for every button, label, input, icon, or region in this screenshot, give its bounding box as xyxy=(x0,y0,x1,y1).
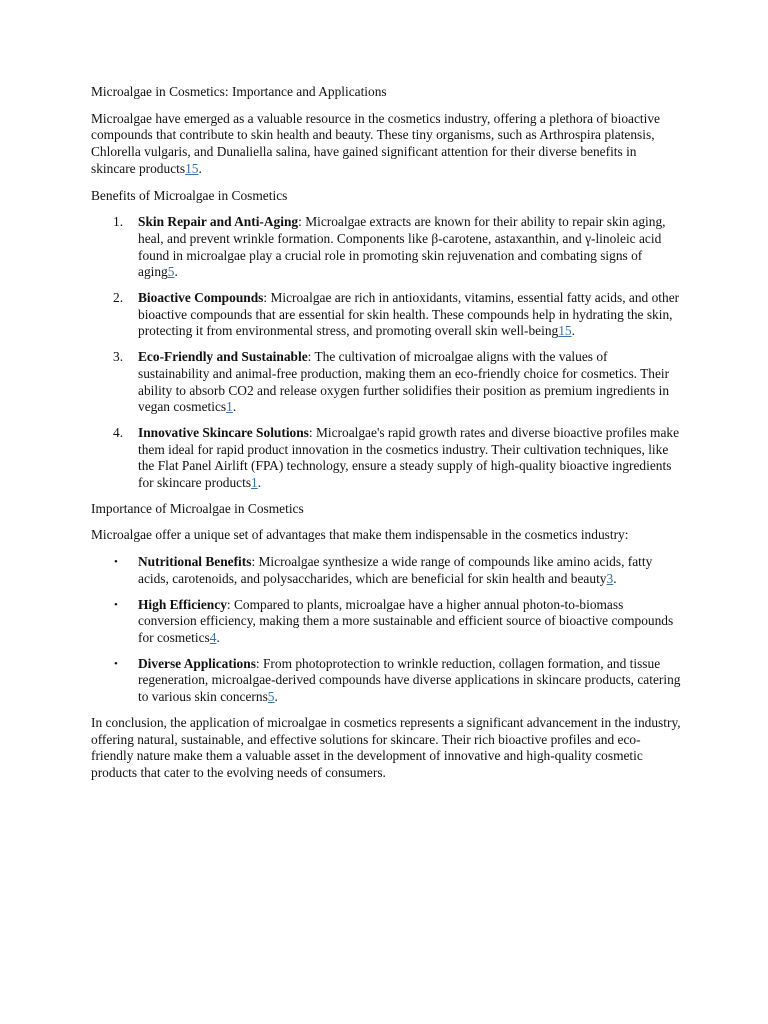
sentence-end: . xyxy=(174,264,178,280)
citation-link[interactable]: 15 xyxy=(185,160,199,176)
list-item xyxy=(91,656,681,706)
sentence-end: . xyxy=(232,399,237,415)
sentence-end: . xyxy=(198,160,202,176)
sentence-end: . xyxy=(274,689,278,705)
list-item xyxy=(91,597,681,647)
importance-heading: Importance of Microalgae in Cosmetics xyxy=(91,500,304,516)
list-number: 1. xyxy=(113,214,124,230)
item-text: : The cultivation of microalgae aligns with the values of sustainability and animal-free production, making them an eco-friendly choice for cosmetics. Their ability to absorb CO2 and release oxygen further solidifies their position as premium ingredients in vegan cosmetics xyxy=(138,349,670,415)
list-item xyxy=(91,214,681,281)
bullet-icon: • xyxy=(114,556,118,569)
list-item xyxy=(91,425,681,492)
document-body xyxy=(91,84,681,792)
item-term: Eco-Friendly and Sustainable xyxy=(138,349,308,365)
list-item xyxy=(91,349,681,416)
list-number: 4. xyxy=(113,424,124,440)
sentence-end: . xyxy=(216,629,220,645)
item-text: : From photoprotection to wrinkle reduction, collagen formation, and tissue regeneration, microalgae-derived compounds have diverse applications in skincare products, catering to various skin concerns xyxy=(138,655,681,705)
citation-link[interactable]: 1 xyxy=(226,399,233,415)
item-term: Innovative Skincare Solutions xyxy=(138,424,309,440)
item-term: Bioactive Compounds xyxy=(138,290,264,306)
item-term: Nutritional Benefits xyxy=(138,554,252,570)
conclusion-paragraph: In conclusion, the application of microalgae in cosmetics represents a significant advancement in the industry, offering natural, sustainable, and effective solutions for skincare. Their rich bioactive profiles and eco-friendly nature make them a valuable asset in the development of innovative and high-quality cosmetic products that cater to the evolving needs of consumers. xyxy=(91,714,681,780)
intro-text: Microalgae have emerged as a valuable resource in the cosmetics industry, offering a plethora of bioactive compounds that contribute to skin health and beauty. These tiny organisms, such as Arthrospira platensis, Chlorella vulgaris, and Dunaliella salina, have gained significant attention for their diverse benefits in skincare products xyxy=(91,110,661,176)
citation-link[interactable]: 5 xyxy=(167,264,175,280)
list-item xyxy=(91,290,681,340)
sentence-end: . xyxy=(613,570,617,586)
citation-link[interactable]: 3 xyxy=(606,570,614,586)
citation-link[interactable]: 5 xyxy=(267,689,275,705)
benefits-heading: Benefits of Microalgae in Cosmetics xyxy=(91,187,288,203)
item-text: : Microalgae are rich in antioxidants, vitamins, essential fatty acids, and other bioactive compounds that are essential for skin health. These compounds help in hydrating the skin, protecting it from environmental stress, and promoting overall skin well-being xyxy=(138,290,680,339)
bullet-icon: • xyxy=(114,598,118,611)
importance-intro: Microalgae offer a unique set of advantages that make them indispensable in the cosmetics industry: xyxy=(91,527,629,543)
citation-link[interactable]: 15 xyxy=(558,323,572,339)
item-text: : Microalgae extracts are known for their ability to repair skin aging, heal, and prevent wrinkle formation. Components like β-carotene, astaxanthin, and γ-linoleic acid found in microalgae play a crucial role in promoting skin rejuvenation and combating signs of aging xyxy=(138,214,666,280)
bullet-icon: • xyxy=(114,657,118,670)
item-term: Skin Repair and Anti-Aging xyxy=(138,214,299,230)
list-item xyxy=(91,554,681,587)
sentence-end: . xyxy=(257,475,262,491)
item-term: High Efficiency xyxy=(138,596,227,612)
item-text: : Microalgae's rapid growth rates and diverse bioactive profiles make them ideal for rapid product innovation in the cosmetics industry. Their cultivation techniques, like the Flat Panel Airlift (FPA) technology, ensure a steady supply of high-quality bioactive ingredients for skincare products xyxy=(138,424,680,491)
list-number: 2. xyxy=(113,290,124,306)
benefits-list xyxy=(91,214,681,492)
intro-paragraph xyxy=(91,111,681,178)
list-number: 3. xyxy=(113,349,124,365)
item-text: : Microalgae synthesize a wide range of compounds like amino acids, fatty acids, carotenoids, and polysaccharides, which are beneficial for skin health and beauty xyxy=(138,554,653,586)
citation-link[interactable]: 1 xyxy=(251,475,258,491)
citation-link[interactable]: 4 xyxy=(209,629,217,645)
item-text: : Compared to plants, microalgae have a higher annual photon-to-biomass conversion efficiency, making them a more sustainable and efficient source of bioactive compounds for cosmetics xyxy=(138,596,674,645)
sentence-end: . xyxy=(571,323,575,339)
item-term: Diverse Applications xyxy=(138,655,256,671)
importance-list xyxy=(91,554,681,706)
document-title: Microalgae in Cosmetics: Importance and Applications xyxy=(91,84,387,99)
